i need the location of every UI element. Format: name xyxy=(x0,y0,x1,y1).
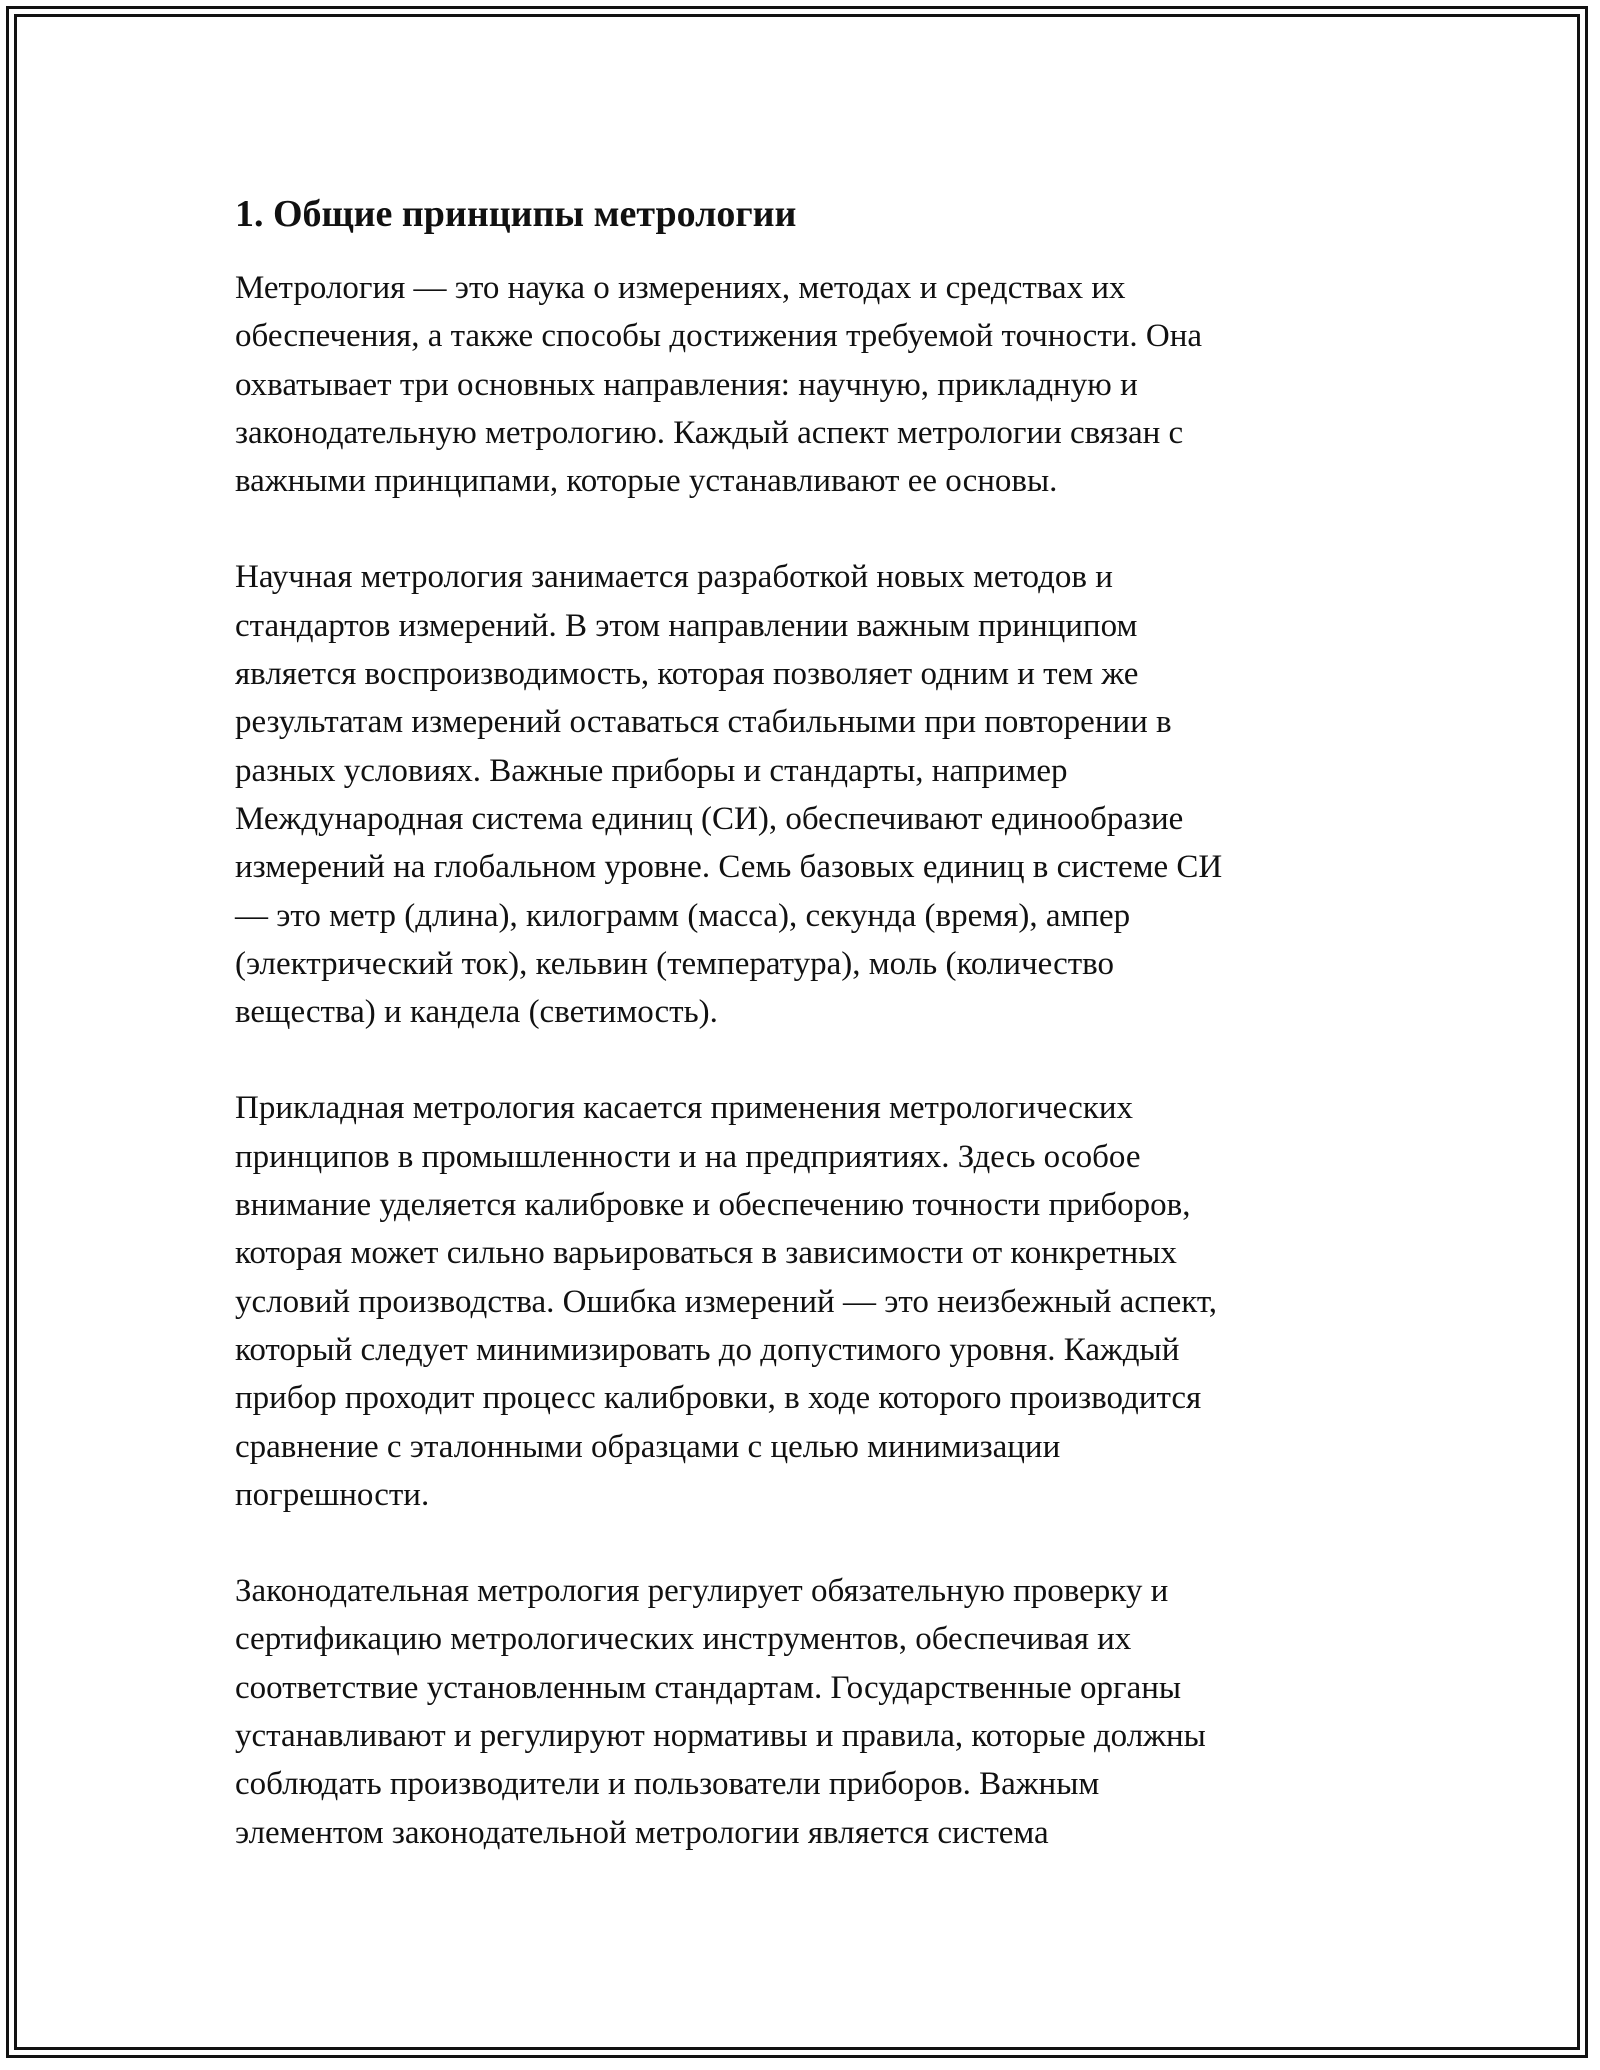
text-line: является воспроизводимость, которая позволяет одним и тем же xyxy=(235,656,1139,693)
text-line: Международная система единиц (СИ), обеспечивают единообразие xyxy=(235,800,1184,837)
text-line: законодательную метрологию. Каждый аспект метрологии связан с xyxy=(235,414,1184,451)
text-line: Научная метрология занимается разработкой новых методов и xyxy=(235,559,1113,596)
text-line: обеспечения, а также способы достижения требуемой точности. Она xyxy=(235,318,1203,355)
text-line: результатам измерений оставаться стабильными при повторении в xyxy=(235,704,1172,741)
text-line: погрешности. xyxy=(235,1476,430,1513)
text-line: внимание уделяется калибровке и обеспечению точности приборов, xyxy=(235,1187,1191,1224)
paragraph-intro xyxy=(235,264,1365,505)
text-line: измерений на глобальном уровне. Семь базовых единиц в системе СИ xyxy=(235,849,1223,886)
text-line: условий производства. Ошибка измерений — это неизбежный аспект, xyxy=(235,1283,1218,1320)
text-line: сертификацию метрологических инструментов, обеспечивая их xyxy=(235,1621,1132,1658)
text-line: охватывает три основных направления: научную, прикладную и xyxy=(235,366,1138,403)
text-line: соответствие установленным стандартам. Государственные органы xyxy=(235,1669,1182,1706)
text-line: вещества) и кандела (светимость). xyxy=(235,994,718,1031)
text-line: которая может сильно варьироваться в зависимости от конкретных xyxy=(235,1235,1177,1272)
text-line: сравнение с эталонными образцами с целью минимизации xyxy=(235,1428,1061,1465)
text-line: — это метр (длина), килограмм (масса), секунда (время), ампер xyxy=(235,897,1131,934)
text-line: соблюдать производители и пользователи приборов. Важным xyxy=(235,1766,1100,1803)
text-line: прибор проходит процесс калибровки, в ходе которого производится xyxy=(235,1380,1202,1417)
text-line: стандартов измерений. В этом направлении важным принципом xyxy=(235,607,1138,644)
text-line: принципов в промышленности и на предприятиях. Здесь особое xyxy=(235,1138,1141,1175)
text-line: Метрология — это наука о измерениях, методах и средствах их xyxy=(235,270,1126,306)
text-line: устанавливают и регулируют нормативы и правила, которые должны xyxy=(235,1718,1206,1755)
text-line: элементом законодательной метрологии является система xyxy=(235,1814,1049,1851)
text-line: (электрический ток), кельвин (температура), моль (количество xyxy=(235,945,1115,982)
paragraph-legal xyxy=(235,1567,1365,1857)
paragraph-scientific xyxy=(235,553,1365,1036)
paragraph-applied xyxy=(235,1084,1365,1519)
section-heading: 1. Общие принципы метрологии xyxy=(235,193,797,235)
text-line: Законодательная метрология регулирует обязательную проверку и xyxy=(235,1573,1169,1610)
text-line: Прикладная метрология касается применения метрологических xyxy=(235,1090,1133,1127)
document-body xyxy=(235,190,1365,1905)
text-line: важными принципами, которые устанавливают ее основы. xyxy=(235,463,1058,500)
text-line: разных условиях. Важные приборы и стандарты, например xyxy=(235,752,1068,789)
text-line: который следует минимизировать до допустимого уровня. Каждый xyxy=(235,1331,1180,1368)
